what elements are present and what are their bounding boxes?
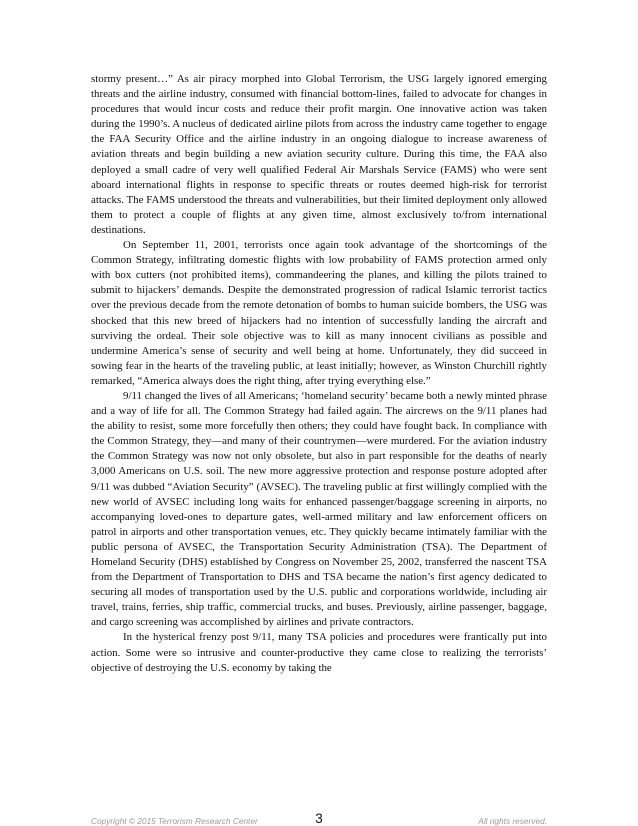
paragraph-2: On September 11, 2001, terrorists once again took advantage of the shortcomings of the Common Strategy, infiltrating domestic flights with low probability of FAMS protection armed only with box cutters (not prohibited items), commandeering the planes, and killing the pilots trained to submit to hijackers’ demands. Despite the demonstrated progression of radical Islamic terrorist tactics over the previous decade from the remote detonation of bombs to human suicide bombers, the USG was shocked that this new breed of hijackers had no intention of successfully landing the aircraft and surviving the ordeal. Their sole objective was to kill as many innocent civilians as possible and undermine America’s sense of security and well being at home. Unfortunately, they did succeed in sowing fear in the hearts of the traveling public, at least initially; however, as Winston Churchill rightly remarked, “America always does the right thing, after trying everything else.” <box>91 239 547 387</box>
page-number: 3 <box>315 811 323 826</box>
page-footer <box>91 811 547 826</box>
paragraph-3: 9/11 changed the lives of all Americans; ‘homeland security’ became both a newly minted phrase and a way of life for all. The Common Strategy had failed again. The aircrews on the 9/11 planes had the ability to resist, some more forcefully then others; they could have fought back. In compliance with the Common Strategy, they—and many of their countrymen—were murdered. For the aviation industry the Common Strategy was now not only obsolete, but also in part responsible for the deaths of nearly 3,000 Americans on U.S. soil. The new more aggressive protection and response posture adopted after 9/11 was dubbed “Aviation Security” (AVSEC). The traveling public at first willingly complied with the new world of AVSEC including long waits for enhanced passenger/baggage screening in airports, no accompanying loved-ones to departure gates, well-armed military and law enforcement officers on patrol in airports and other transportation venues, etc. They quickly became intimately familiar with the public persona of AVSEC, the Transportation Security Administration (TSA). The Department of Homeland Security (DHS) established by Congress on November 25, 2002, transferred the nascent TSA from the Department of Transportation to DHS and TSA became the nation’s first agency dedicated to securing all modes of transportation used by the U.S. public and corporations worldwide, including air travel, trains, ferries, ship traffic, commercial trucks, and buses. Previously, airline passenger, baggage, and cargo screening was accomplished by airlines and private contractors. <box>91 389 547 629</box>
paragraph-1: stormy present…” As air piracy morphed into Global Terrorism, the USG largely ignored emerging threats and the airline industry, consumed with financial bottom-lines, failed to advocate for changes in procedures that would incur costs and reduce their profit margin. One innovative action was taken during the 1990’s. A nucleus of dedicated airline pilots from across the industry came together to engage the FAA Security Office and the airline industry in an ongoing dialogue to increase awareness of aviation threats and begin building a new aviation security culture. During this time, the FAA also deployed a small cadre of very well qualified Federal Air Marshals Service (FAMS) who were sent aboard international flights in response to specific threats or routes deemed high-risk for terrorist attacks. The FAMS understood the threats and vulnerabilities, but their limited deployment only allowed them to protect a couple of flights at any given time, almost exclusively to/from international destinations. <box>91 73 547 236</box>
footer-copyright: Copyright © 2015 Terrorism Research Center <box>91 816 258 826</box>
footer-rights: All rights reserved. <box>478 816 547 826</box>
body-text <box>91 72 547 676</box>
paragraph-4: In the hysterical frenzy post 9/11, many TSA policies and procedures were frantically put into action. Some were so intrusive and counter-productive they came close to realizing the terrorists’ objective of destroying the U.S. economy by taking the <box>91 631 547 674</box>
